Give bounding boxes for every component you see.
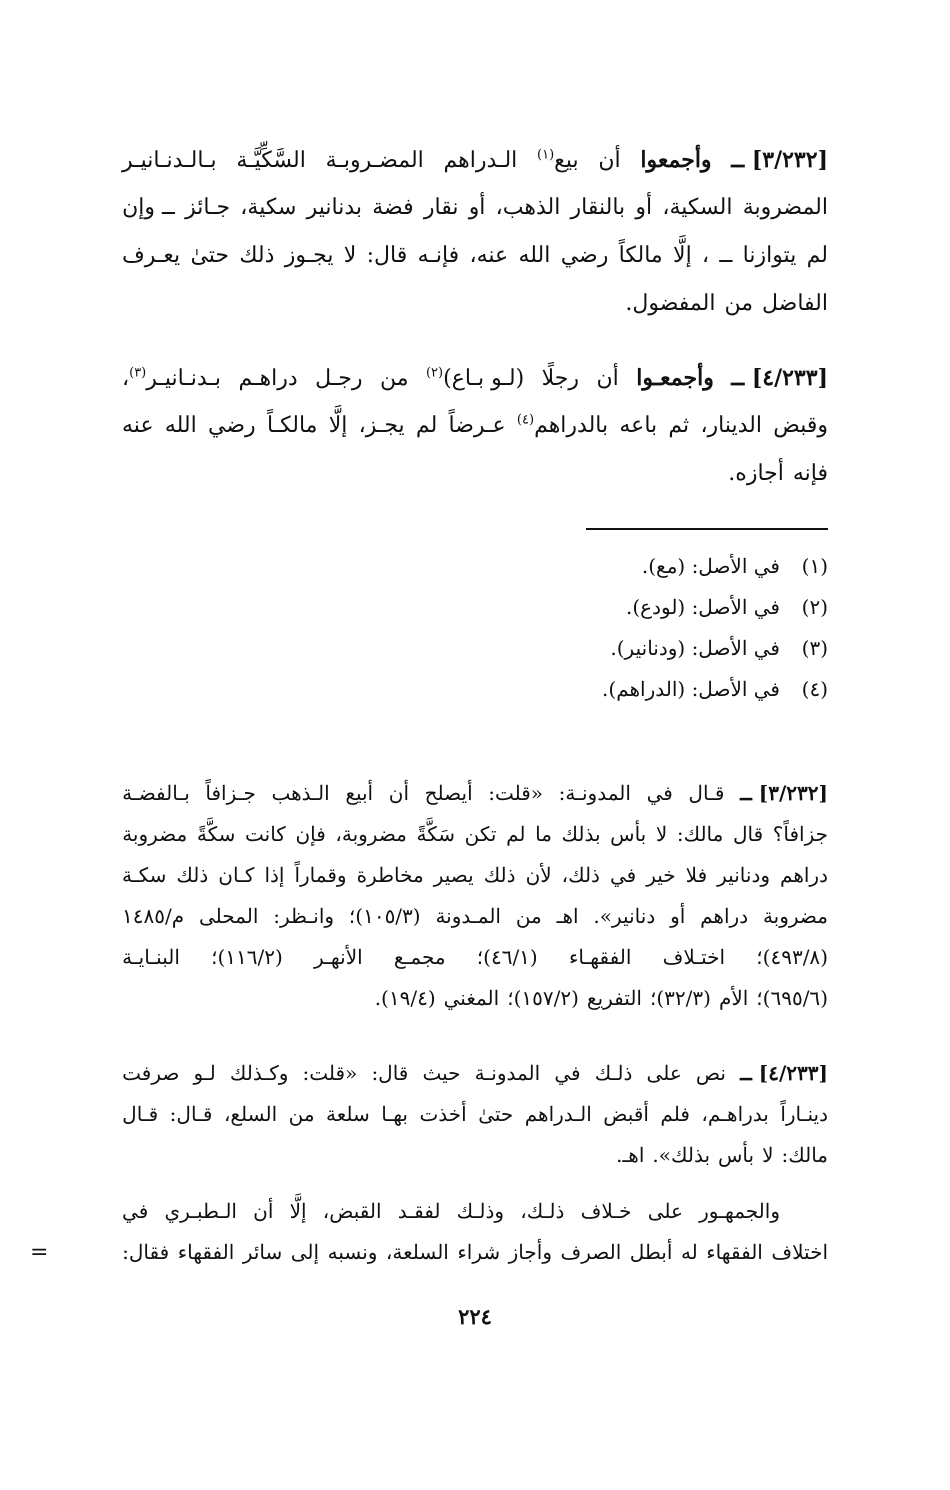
word: مالك: bbox=[676, 822, 724, 846]
word: ما bbox=[535, 822, 552, 846]
entry-number: [٤/٢٣٣] ــ bbox=[740, 1061, 828, 1085]
word: (٤٦/١)؛ bbox=[476, 945, 538, 969]
text-line: المضروبة السكية، أو بالنقار الذهب، أو نقار فضة بدنانير سكية، جـائز ــ وإن bbox=[122, 195, 828, 220]
text-line: [٤/٢٣٣] ــ وأجمعـوا أن رجلًا (لـو بـاع)$^{(٢)}$ من رجـل دراهـم بـدنـانيـر$^{(٣)}$، bbox=[122, 354, 828, 402]
text-line bbox=[122, 978, 828, 1019]
text-line: [٤/٢٣٣] ــ نص على ذلـك في المدونـة حيث قال: «قلت: وكـذلك لـو صرفت bbox=[122, 1053, 828, 1094]
word: دنانير». bbox=[593, 904, 656, 928]
word: الـطبـري bbox=[164, 1199, 237, 1223]
word: يصير bbox=[433, 863, 474, 887]
word: فلا bbox=[685, 863, 708, 887]
word: له bbox=[680, 1240, 698, 1264]
footnote-ref-1: (١) bbox=[537, 147, 555, 163]
word: من bbox=[515, 904, 542, 928]
word: رضي bbox=[560, 243, 609, 268]
word: كـان bbox=[218, 863, 255, 887]
footnote-ref-3: (٣) bbox=[129, 365, 147, 381]
word: دينـاراً bbox=[780, 1102, 828, 1126]
word: حتىٰ bbox=[190, 243, 230, 268]
word: ودنانير bbox=[717, 863, 771, 887]
word: ذلـك، bbox=[520, 1199, 565, 1223]
footnote bbox=[428, 546, 828, 587]
word: خـلاف bbox=[580, 1199, 632, 1223]
word: مالكاً bbox=[618, 243, 663, 268]
text-line: [٣/٢٣٢] ــ وأجمعوا أن بيع$^{(١)}$ الـدراهم المضـروبـة السَّكِّيَّـة بـالـدنـانيـر bbox=[122, 136, 828, 184]
footnote-separator bbox=[586, 528, 828, 530]
word: أقبض bbox=[603, 1102, 649, 1126]
word: سائر bbox=[242, 1240, 283, 1264]
word: في bbox=[122, 1199, 149, 1223]
word: قال: bbox=[366, 243, 408, 268]
word: إذا bbox=[264, 863, 285, 887]
text-line bbox=[122, 1094, 828, 1135]
text-line bbox=[122, 896, 828, 937]
word: من bbox=[724, 291, 753, 316]
word: مجمـع bbox=[393, 945, 446, 969]
footnote-number: (٣) bbox=[801, 636, 828, 660]
word: أو bbox=[670, 904, 686, 928]
word: السلع، bbox=[223, 1102, 278, 1126]
word: ذلك، bbox=[561, 863, 600, 887]
word: بدراهـم، bbox=[701, 1102, 769, 1126]
text-line: وقبض الدينار، ثم باعه بالدراهم$^{(٤)}$ عـرضاً لم يجـز، إلَّا مالكـاً رضي الله عنه bbox=[122, 412, 828, 438]
word: إلَّا bbox=[289, 1199, 307, 1223]
word: يتوازنا bbox=[742, 243, 797, 268]
word: الصرف bbox=[560, 1240, 622, 1264]
footnote-number: (٢) bbox=[801, 595, 828, 619]
word: ، bbox=[702, 243, 710, 268]
word: سكَّةً bbox=[196, 822, 236, 846]
consensus-phrase: وأجمعـوا bbox=[636, 365, 714, 391]
word: ذلك bbox=[239, 243, 275, 268]
word: م/١٤٨٥ bbox=[122, 904, 185, 928]
word: على bbox=[647, 1199, 683, 1223]
word: السلعة، bbox=[385, 1240, 449, 1264]
word: عنه، bbox=[469, 243, 509, 268]
main-paragraph-233 bbox=[122, 354, 828, 498]
word: سلعة bbox=[326, 1102, 370, 1126]
word: (١١٦/٢)؛ bbox=[211, 945, 283, 969]
word: شراء bbox=[457, 1240, 501, 1264]
footnote-text: في الأصل: (ودنانير). bbox=[610, 636, 780, 660]
word: البنـايـة bbox=[122, 945, 180, 969]
text-line bbox=[122, 937, 828, 978]
word: المغني bbox=[443, 986, 500, 1010]
word: لا bbox=[343, 243, 357, 268]
footnote bbox=[428, 628, 828, 669]
word: (١٩/٤). bbox=[374, 986, 436, 1010]
word: دراهم bbox=[780, 863, 828, 887]
word: التفريع bbox=[586, 986, 642, 1010]
commentary-232 bbox=[122, 773, 828, 1019]
word: بذلك bbox=[561, 822, 601, 846]
text-line bbox=[122, 1232, 828, 1273]
consensus-phrase: وأجمعوا bbox=[640, 147, 712, 173]
word: اختلاف bbox=[771, 1240, 828, 1264]
word: لأن bbox=[525, 863, 552, 887]
footnote bbox=[428, 587, 828, 628]
word: أجازه. bbox=[728, 461, 784, 486]
text-line bbox=[122, 814, 828, 855]
word: المحلى bbox=[198, 904, 259, 928]
footnote-number: (١) bbox=[801, 554, 828, 578]
text-line: [٣/٢٣٢] ــ قـال في المدونـة: «قلت: أيصلح أن أبيع الـذهب جـزافاً بـالفضـة bbox=[122, 773, 828, 814]
word: مضروبة، bbox=[335, 822, 407, 846]
word: دراهم bbox=[700, 904, 749, 928]
text-line bbox=[122, 450, 828, 498]
word: من bbox=[288, 1102, 315, 1126]
word: (١٠٥/٣)؛ bbox=[348, 904, 421, 928]
text-line bbox=[122, 280, 828, 328]
footnote-text: في الأصل: (الدراهم). bbox=[602, 677, 780, 701]
text-line bbox=[122, 232, 828, 280]
word: الفقهاء bbox=[177, 1240, 235, 1264]
footnote-number: (٤) bbox=[801, 677, 828, 701]
word: يعـرف bbox=[122, 243, 181, 268]
word: (٣٢/٣)؛ bbox=[649, 986, 711, 1010]
word: بأس bbox=[718, 1143, 755, 1167]
word: (٦٩٥/٦)؛ bbox=[756, 986, 828, 1010]
word: مضروبة bbox=[122, 822, 188, 846]
word: وانـظر: bbox=[273, 904, 335, 928]
text-line bbox=[122, 1135, 828, 1176]
word: (٤٩٣/٨)؛ bbox=[756, 945, 828, 969]
word: اهـ. bbox=[616, 1143, 645, 1167]
word: الفاضل bbox=[762, 291, 828, 316]
footnote-ref-2: (٢) bbox=[425, 365, 444, 381]
word: الفقهاء bbox=[706, 1240, 763, 1264]
page-number: ٢٢٤ bbox=[458, 1304, 492, 1329]
word: خير bbox=[646, 863, 676, 887]
word: في bbox=[609, 863, 637, 887]
word: لا bbox=[762, 1143, 774, 1167]
text-line bbox=[122, 855, 828, 896]
word: إلى bbox=[290, 1240, 320, 1264]
entry-number: [٣/٢٣٢] ــ bbox=[731, 147, 828, 173]
word: لم bbox=[506, 822, 526, 846]
word: كانت bbox=[245, 822, 286, 846]
word: قـال: bbox=[169, 1102, 213, 1126]
word: بذلك». bbox=[652, 1143, 711, 1167]
word: ذلك bbox=[483, 863, 516, 887]
word: الفقهـاء bbox=[568, 945, 632, 969]
word: والجمهـور bbox=[699, 1199, 780, 1223]
word: اختـلاف bbox=[662, 945, 726, 969]
main-paragraph-232 bbox=[122, 136, 828, 328]
text-line bbox=[122, 1191, 828, 1232]
word: ــ bbox=[719, 243, 733, 268]
word: قال bbox=[732, 822, 764, 846]
word: الله bbox=[518, 243, 551, 268]
word: حتىٰ bbox=[478, 1102, 514, 1126]
word: فإن bbox=[295, 822, 326, 846]
footnote-ref-4: (٤) bbox=[516, 412, 535, 428]
word: تكن bbox=[464, 822, 497, 846]
word: سكـة bbox=[122, 863, 167, 887]
word: المـدونة bbox=[435, 904, 501, 928]
footnote-text: في الأصل: (لودع). bbox=[625, 595, 780, 619]
word: وقماراً bbox=[294, 863, 347, 887]
word: لا bbox=[655, 822, 668, 846]
commentary-majority bbox=[122, 1191, 828, 1273]
word: وذلـك bbox=[456, 1199, 505, 1223]
word: المفضول. bbox=[625, 291, 716, 316]
word: فإنه bbox=[792, 461, 828, 486]
word: ونسبه bbox=[327, 1240, 378, 1264]
word: إلَّا bbox=[673, 243, 692, 268]
word: بهـا bbox=[381, 1102, 408, 1126]
word: أبطل bbox=[629, 1240, 673, 1264]
word: لم bbox=[806, 243, 828, 268]
word: الأنهـر bbox=[314, 945, 363, 969]
word: (١٥٧/٢)؛ bbox=[507, 986, 579, 1010]
word: وأجاز bbox=[508, 1240, 552, 1264]
word: أخذت bbox=[419, 1102, 467, 1126]
footnote-text: في الأصل: (مع). bbox=[641, 554, 780, 578]
word: يجـوز bbox=[284, 243, 334, 268]
word: مضروبة bbox=[762, 904, 828, 928]
word: الأم bbox=[718, 986, 749, 1010]
footnotes bbox=[428, 546, 828, 710]
footnote bbox=[428, 669, 828, 710]
commentary-233 bbox=[122, 1053, 828, 1176]
word: فإنـه bbox=[417, 243, 460, 268]
word: بأس bbox=[610, 822, 647, 846]
entry-number: [٣/٢٣٢] ــ bbox=[740, 781, 828, 805]
word: مخاطرة bbox=[356, 863, 424, 887]
word: مالك: bbox=[781, 1143, 828, 1167]
word: فلم bbox=[660, 1102, 690, 1126]
word: القبض، bbox=[322, 1199, 382, 1223]
word: فقال: bbox=[122, 1240, 170, 1264]
word: قـال bbox=[122, 1102, 159, 1126]
word: ذلك bbox=[176, 863, 209, 887]
word: الـدراهم bbox=[524, 1102, 592, 1126]
entry-number: [٤/٢٣٣] ــ bbox=[731, 365, 828, 391]
word: جزافاً؟ bbox=[772, 822, 828, 846]
word: أن bbox=[253, 1199, 274, 1223]
word: لفقـد bbox=[397, 1199, 441, 1223]
word: اهـ bbox=[556, 904, 579, 928]
word: سَكَّةً bbox=[416, 822, 456, 846]
continuation-mark: = bbox=[30, 1240, 49, 1265]
